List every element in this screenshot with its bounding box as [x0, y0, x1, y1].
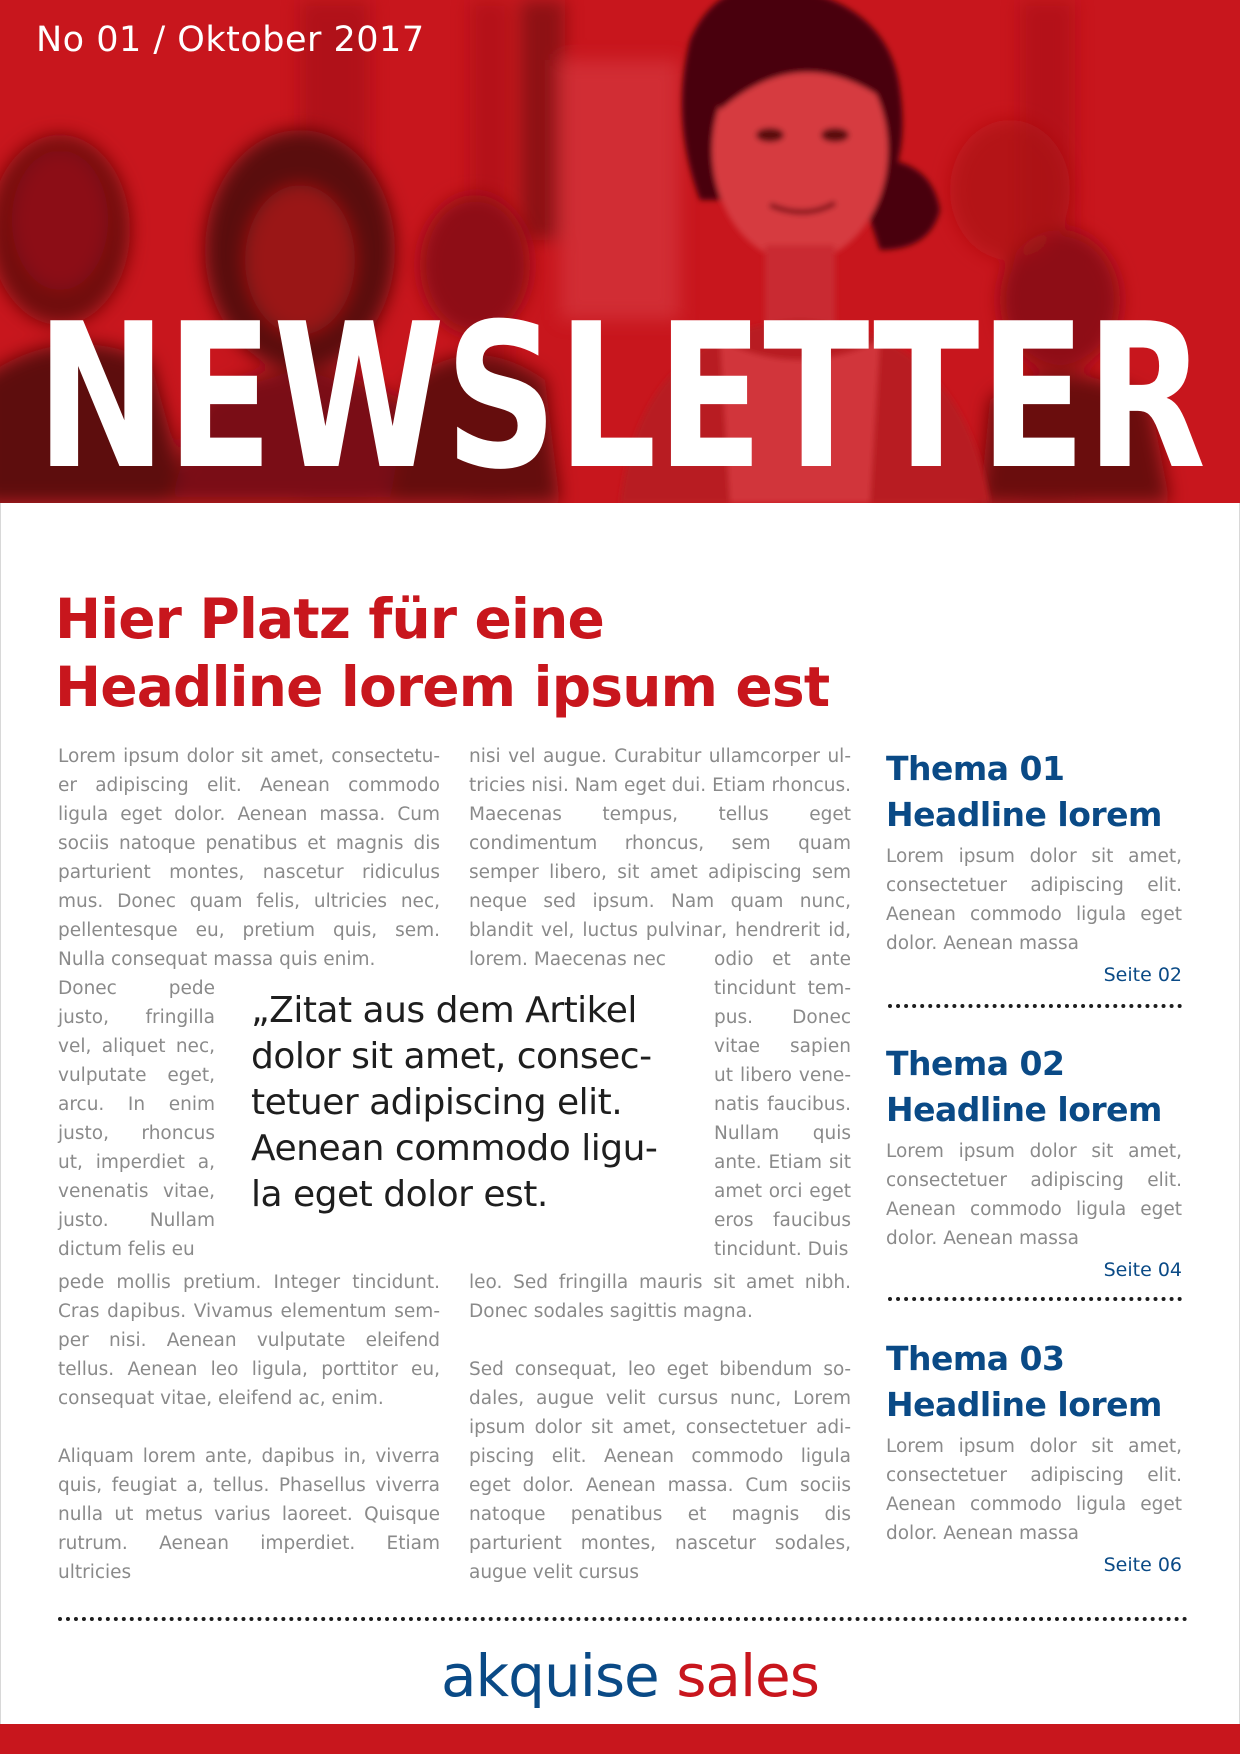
quote-line: la eget dolor est. [251, 1174, 548, 1215]
topic-title-line: Thema 02 [886, 1044, 1065, 1083]
article-column-2-paragraph-2: Sed consequat, leo eget bibendum sodales, augue velit cursus nunc, Lorem ipsum dolor sit amet, consectetuer adipiscing elit. Aenean commodo ligula eget dolor. Aenean massa. Cum sociis natoque penatibus et magnis dis parturient montes, nascetur sodales, augue velit cursus [469, 1359, 851, 1583]
article-column-2-top: nisi vel augue. Curabitur ullamcorper ultricies nisi. Nam eget dui. Etiam rhoncus. Maecenas tempus, tellus eget condimentum rhoncus, sem quam semper libero, sit amet adipiscing sem neque sed ipsum. Nam quam nunc, blandit vel, luctus pulvinar, hendrerit id, lorem. Maecenas nec [469, 746, 851, 970]
topic-3 [886, 1336, 1182, 1578]
pull-quote [251, 988, 691, 1218]
topic-title-line: Thema 03 [886, 1339, 1065, 1378]
quote-line: Aenean commodo ligu- [251, 1128, 658, 1169]
topic-1-title [886, 746, 1182, 838]
topic-3-title [886, 1336, 1182, 1428]
hero-banner [0, 0, 1240, 503]
topic-title-line: Headline lorem [886, 1090, 1162, 1129]
topic-divider [888, 1297, 1182, 1301]
topic-3-page-link[interactable]: Seite 06 [1103, 1554, 1182, 1576]
article-column-1-paragraph-2: Aliquam lorem ante, dapibus in, viverra quis, feugiat a, tellus. Phasellus viverra nulla ut metus varius laoreet. Quisque rutrum. Aenean imperdiet. Etiam ultricies [58, 1446, 440, 1583]
issue-date: No 01 / Oktober 2017 [36, 20, 425, 60]
topic-1-page-link[interactable]: Seite 02 [1103, 964, 1182, 986]
masthead-text: NEWSLETTER [36, 298, 1206, 478]
topic-2-body: Lorem ipsum dolor sit amet, consectetuer adipiscing elit. Aenean commodo ligula eget dolor. Aenean massa [886, 1141, 1182, 1249]
topic-2-title [886, 1041, 1182, 1133]
footer-divider [58, 1617, 1188, 1621]
topic-title-line: Headline lorem [886, 1385, 1162, 1424]
article-column-1-bottom: pede mollis pretium. Integer tincidunt. Cras dapibus. Vivamus elementum semper nisi. Aenean vulputate eleifend tellus. Aenean leo ligula, porttitor eu, consequat vitae, eleifend ac, enim. [58, 1272, 440, 1409]
masthead-title [36, 298, 1206, 478]
logo-word-akquise: akquise [441, 1642, 659, 1710]
quote-line: „Zitat aus dem Artikel [251, 990, 637, 1031]
topic-title-line: Thema 01 [886, 749, 1065, 788]
topic-divider [888, 1004, 1182, 1008]
article-column-2-bottom: leo. Sed fringilla mauris sit amet nibh. Donec sodales sagittis magna. [469, 1272, 851, 1322]
article-column-1-top: Lorem ipsum dolor sit amet, consectetuer adipiscing elit. Aenean commodo ligula eget dolor. Aenean massa. Cum sociis natoque penatibus et magnis dis parturient montes, nascetur ridiculus mus. Donec quam felis, ultricies nec, pellentesque eu, pretium quis, sem. Nulla consequat massa quis enim. [58, 746, 440, 970]
quote-line: tetuer adipiscing elit. [251, 1082, 623, 1123]
topic-2-page-link[interactable]: Seite 04 [1103, 1259, 1182, 1281]
topic-3-body: Lorem ipsum dolor sit amet, consectetuer adipiscing elit. Aenean commodo ligula eget dolor. Aenean massa [886, 1436, 1182, 1544]
footer-bar [0, 1724, 1240, 1754]
article-column-1-wrap: Donec pede justo, fringilla vel, aliquet nec, vulputate eget, arcu. In enim justo, rhoncus ut, imperdiet a, venenatis vitae, justo. Nullam dictum felis eu [58, 978, 215, 1260]
quote-line: dolor sit amet, consec- [251, 1036, 652, 1077]
headline-line-1: Hier Platz für eine [55, 587, 604, 651]
headline-line-2: Headline lorem ipsum est [55, 655, 830, 719]
topic-2 [886, 1041, 1182, 1283]
akquise-sales-logo [395, 1640, 865, 1712]
article-headline [55, 585, 835, 721]
topic-title-line: Headline lorem [886, 795, 1162, 834]
topic-1-body: Lorem ipsum dolor sit amet, consectetuer adipiscing elit. Aenean commodo ligula eget dolor. Aenean massa [886, 846, 1182, 954]
article-column-2-wrap: odio et ante tincidunt tempus. Donec vitae sapien ut libero venenatis faucibus. Nullam quis ante. Etiam sit amet orci eget eros faucibus tincidunt. Duis [714, 949, 851, 1260]
logo-word-sales: sales [676, 1642, 819, 1710]
topic-1 [886, 746, 1182, 988]
